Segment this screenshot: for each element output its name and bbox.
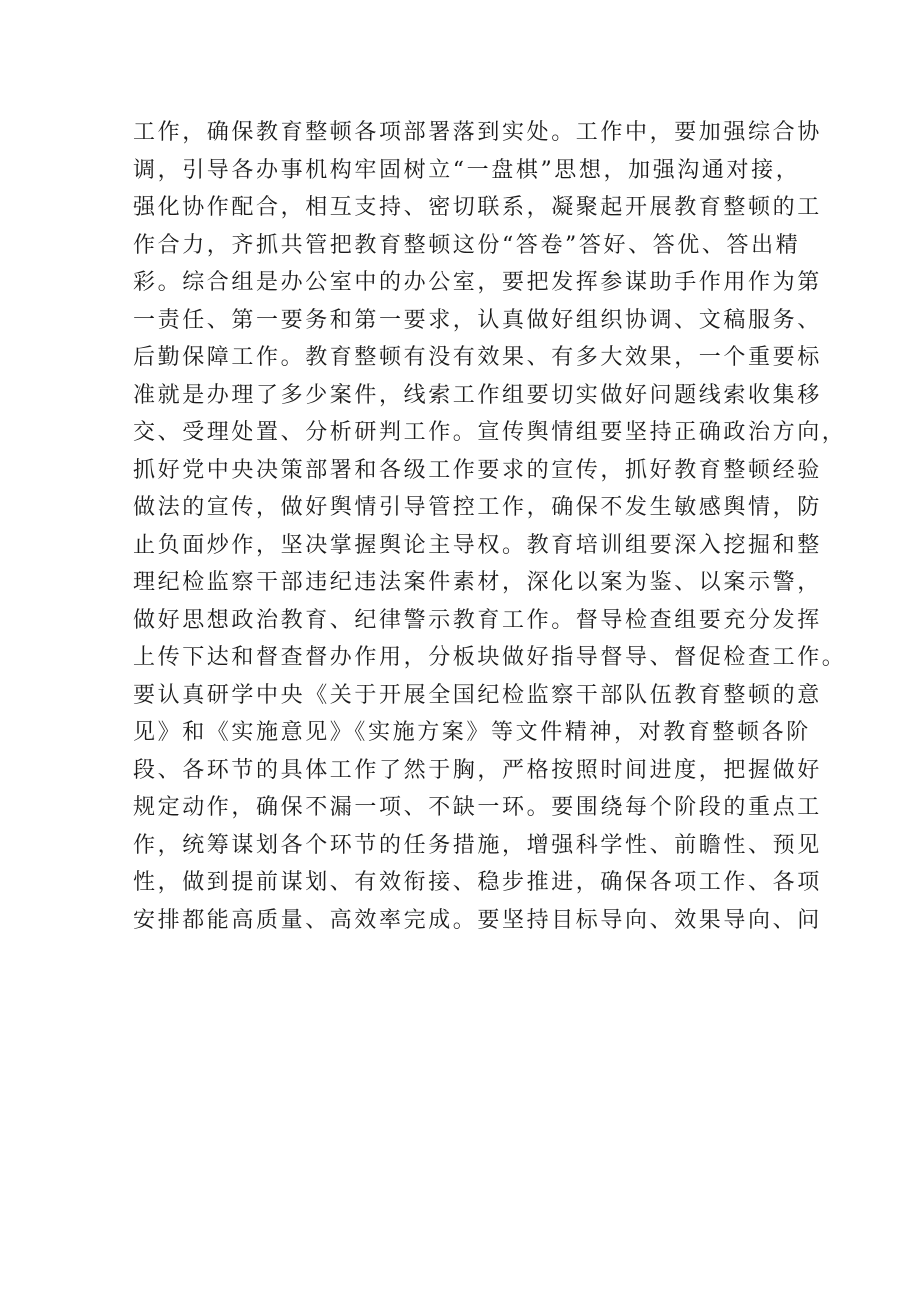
text-line: 规定动作，确保不漏一项、不缺一环。要围绕每个阶段的重点工 — [133, 795, 822, 820]
text-line: 作，统筹谋划各个环节的任务措施，增强科学性、前瞻性、预见 — [133, 832, 822, 858]
text-line: 工作，确保教育整顿各项部署落到实处。工作中，要加强综合协 — [133, 120, 822, 145]
text-line: 强化协作配合，相互支持、密切联系，凝聚起开展教育整顿的工 — [133, 195, 822, 220]
text-line: 上传下达和督查督办作用，分板块做好指导督导、督促检查工作。 — [133, 645, 847, 670]
text-line: 段、各环节的具体工作了然于胸，严格按照时间进度，把握做好 — [133, 757, 822, 783]
text-line: 交、受理处置、分析研判工作。宣传舆情组要坚持正确政治方向， — [133, 420, 847, 445]
text-line: 准就是办理了多少案件，线索工作组要切实做好问题线索收集移 — [133, 382, 822, 408]
text-line: 安排都能高质量、高效率完成。要坚持目标导向、效果导向、问 — [133, 907, 822, 933]
text-line: 理纪检监察干部违纪违法案件素材，深化以案为鉴、以案示警， — [133, 570, 822, 595]
text-line: 做法的宣传，做好舆情引导管控工作，确保不发生敏感舆情，防 — [133, 495, 822, 520]
text-line: 抓好党中央决策部署和各级工作要求的宣传，抓好教育整顿经验 — [133, 457, 822, 483]
text-line: 见》和《实施意见》《实施方案》等文件精神，对教育整顿各阶 — [133, 720, 811, 745]
text-line: 调，引导各办事机构牢固树立“一盘棋”思想，加强沟通对接， — [133, 157, 801, 183]
body-text — [133, 114, 847, 939]
text-line: 性，做到提前谋划、有效衔接、稳步推进，确保各项工作、各项 — [133, 870, 822, 895]
text-line: 后勤保障工作。教育整顿有没有效果、有多大效果，一个重要标 — [133, 345, 822, 370]
text-line: 止负面炒作，坚决掌握舆论主导权。教育培训组要深入挖掘和整 — [133, 532, 822, 558]
text-line: 做好思想政治教育、纪律警示教育工作。督导检查组要充分发挥 — [133, 607, 822, 633]
text-line: 要认真研学中央《关于开展全国纪检监察干部队伍教育整顿的意 — [133, 682, 822, 708]
text-line: 一责任、第一要务和第一要求，认真做好组织协调、文稿服务、 — [133, 307, 822, 333]
text-line: 彩。综合组是办公室中的办公室，要把发挥参谋助手作用作为第 — [133, 270, 822, 295]
text-line: 作合力，齐抓共管把教育整顿这份“答卷”答好、答优、答出精 — [133, 232, 801, 258]
